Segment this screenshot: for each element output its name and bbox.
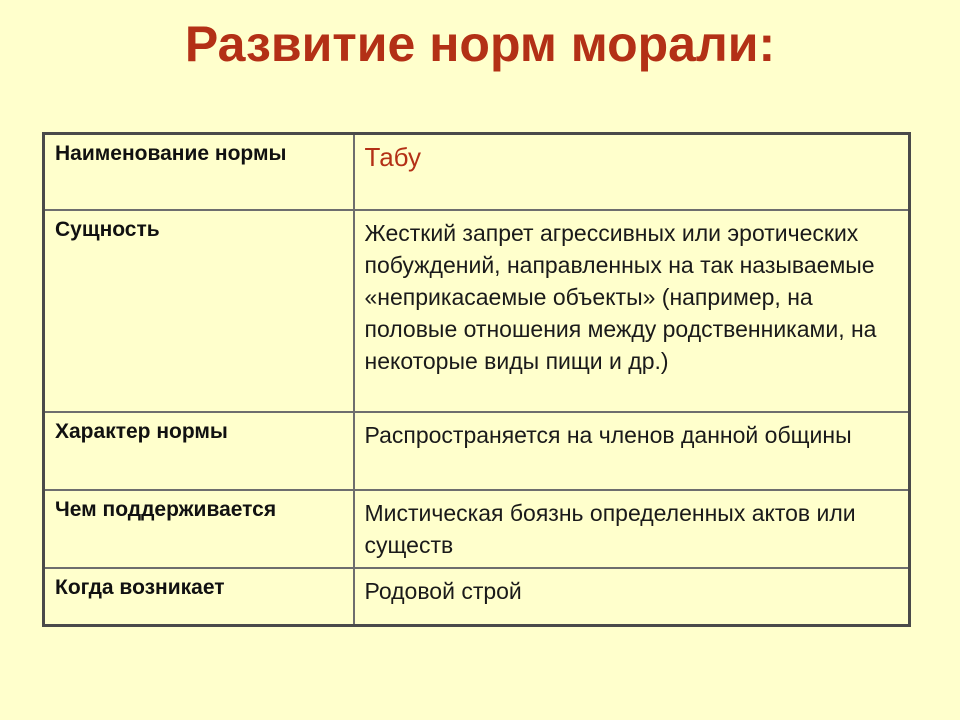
- row-value: Распространяется на членов данной общины: [364, 421, 852, 448]
- table-label-cell: [44, 210, 354, 412]
- table-value-cell: [354, 412, 910, 490]
- table-label-cell: [44, 412, 354, 490]
- table-label-cell: [44, 490, 354, 568]
- row-label: Когда возникает: [55, 575, 225, 599]
- table-value-cell: [354, 134, 910, 210]
- row-value: Табу: [364, 142, 421, 172]
- norm-table: [42, 132, 911, 627]
- table-value-cell: [354, 568, 910, 626]
- table-label-cell: [44, 568, 354, 626]
- table-value-cell: [354, 210, 910, 412]
- table-value-cell: [354, 490, 910, 568]
- table-row-essence: [44, 210, 910, 412]
- slide-title: Развитие норм морали:: [184, 16, 776, 72]
- table-label-cell: [44, 134, 354, 210]
- row-value: Родовой строй: [364, 577, 522, 604]
- table-row-norm-name: [44, 134, 910, 210]
- row-value: Жесткий запрет агрессивных или эротических побуждений, направленных на так называемые «неприкасаемые объекты» (например, на половые отношения между родственниками, на некоторые виды пищи и др.): [364, 219, 877, 374]
- table-row-character: [44, 412, 910, 490]
- table-row-origin: [44, 568, 910, 626]
- row-value: Мистическая боязнь определенных актов или существ: [364, 499, 856, 558]
- row-label: Чем поддерживается: [55, 497, 277, 521]
- table-row-support: [44, 490, 910, 568]
- row-label: Наименование нормы: [55, 142, 287, 165]
- row-label: Характер нормы: [55, 419, 228, 443]
- row-label: Сущность: [55, 217, 160, 241]
